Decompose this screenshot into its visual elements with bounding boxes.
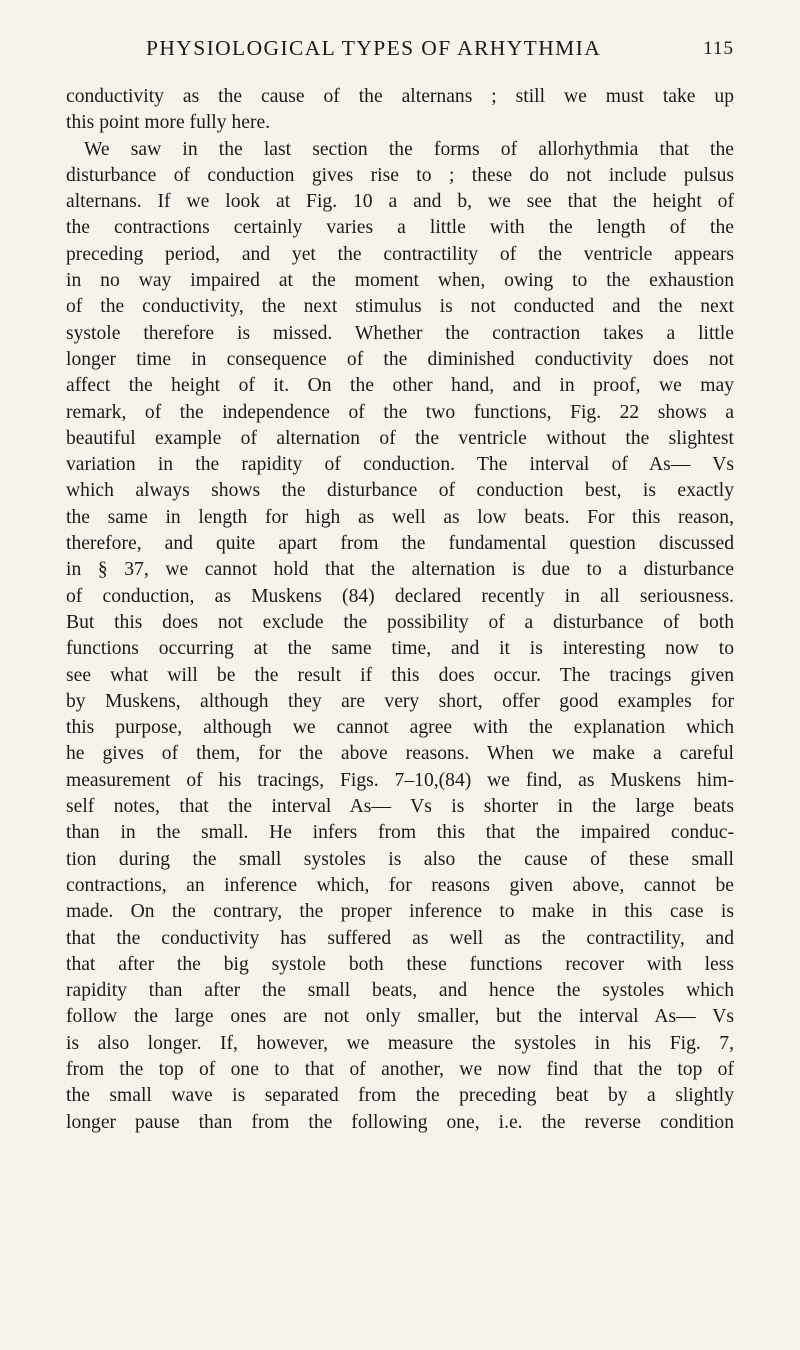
text-line: self notes, that the interval As— Vs is shorter in the large beats bbox=[66, 796, 734, 818]
text-line: systole therefore is missed. Whether the contraction takes a little bbox=[66, 322, 734, 344]
text-line: is also longer. If, however, we measure the systoles in his Fig. 7, bbox=[66, 1032, 734, 1054]
text-line: than in the small. He infers from this that the impaired conduc- bbox=[66, 822, 734, 844]
page-number: 115 bbox=[703, 38, 734, 59]
text-line: beautiful example of alternation of the ventricle without the slightest bbox=[66, 427, 734, 449]
text-line: follow the large ones are not only smaller, but the interval As— Vs bbox=[66, 1006, 734, 1028]
text-line: preceding period, and yet the contractility of the ventricle appears bbox=[66, 243, 734, 265]
text-line: affect the height of it. On the other hand, and in proof, we may bbox=[66, 375, 734, 397]
text-line: the same in length for high as well as low beats. For this reason, bbox=[66, 506, 734, 528]
text-line: this point more fully here. bbox=[66, 112, 271, 134]
text-line: conductivity as the cause of the alternans ; still we must take up bbox=[66, 86, 734, 107]
text-line: therefore, and quite apart from the fundamental question discussed bbox=[66, 533, 734, 555]
text-line: remark, of the independence of the two functions, Fig. 22 shows a bbox=[66, 401, 734, 423]
text-line: in § 37, we cannot hold that the alternation is due to a disturbance bbox=[66, 559, 734, 581]
text-line: he gives of them, for the above reasons. When we make a careful bbox=[66, 743, 734, 765]
text-line: that after the big systole both these functions recover with less bbox=[66, 953, 734, 975]
text-line: longer pause than from the following one, i.e. the reverse condition bbox=[66, 1111, 734, 1133]
text-line: this purpose, although we cannot agree with the explanation which bbox=[66, 717, 734, 739]
text-line: tion during the small systoles is also the cause of these small bbox=[66, 848, 734, 870]
text-line: the small wave is separated from the preceding beat by a slightly bbox=[66, 1085, 734, 1107]
text-line: alternans. If we look at Fig. 10 a and b, we see that the height of bbox=[66, 191, 734, 213]
text-line: longer time in consequence of the diminished conductivity does not bbox=[66, 348, 734, 370]
body-text bbox=[66, 84, 734, 1136]
running-head bbox=[66, 36, 734, 66]
text-line: the contractions certainly varies a little with the length of the bbox=[66, 217, 734, 239]
text-line: variation in the rapidity of conduction. The interval of As— Vs bbox=[66, 454, 734, 476]
text-line: in no way impaired at the moment when, owing to the exhaustion bbox=[66, 270, 734, 292]
text-line: But this does not exclude the possibility of a disturbance of both bbox=[66, 611, 734, 633]
text-line: of the conductivity, the next stimulus is not conducted and the next bbox=[66, 296, 734, 318]
text-line: by Muskens, although they are very short, offer good examples for bbox=[66, 690, 734, 712]
text-line: see what will be the result if this does occur. The tracings given bbox=[66, 664, 734, 686]
text-line: which always shows the disturbance of conduction best, is exactly bbox=[66, 480, 734, 502]
text-line: rapidity than after the small beats, and hence the systoles which bbox=[66, 980, 734, 1002]
running-title: PHYSIOLOGICAL TYPES OF ARHYTHMIA bbox=[146, 36, 602, 60]
text-line: contractions, an inference which, for reasons given above, cannot be bbox=[66, 874, 734, 896]
text-line: of conduction, as Muskens (84) declared recently in all seriousness. bbox=[66, 585, 734, 607]
text-line: made. On the contrary, the proper inference to make in this case is bbox=[66, 901, 734, 923]
text-line: that the conductivity has suffered as well as the contractility, and bbox=[66, 927, 734, 949]
text-line: measurement of his tracings, Figs. 7–10,(84) we find, as Muskens him- bbox=[66, 769, 734, 791]
text-line: We saw in the last section the forms of allorhythmia that the bbox=[84, 138, 734, 160]
text-line: disturbance of conduction gives rise to ; these do not include pulsus bbox=[66, 164, 734, 186]
text-line: from the top of one to that of another, we now find that the top of bbox=[66, 1058, 734, 1080]
text-line: functions occurring at the same time, and it is interesting now to bbox=[66, 638, 734, 660]
